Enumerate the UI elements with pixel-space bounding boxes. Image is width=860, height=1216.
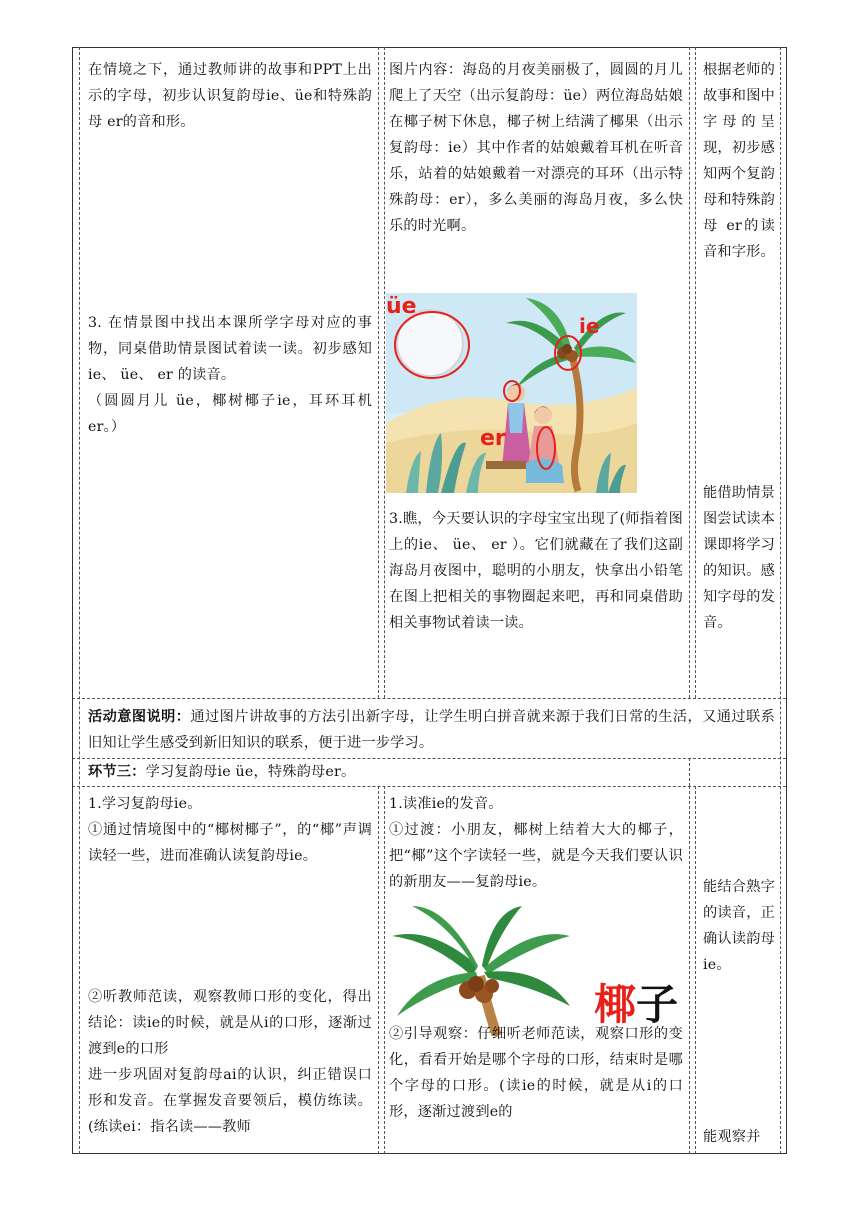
- lower-goal-text-2: 能观察并: [703, 1129, 761, 1145]
- table-bottom-border: [72, 1153, 786, 1154]
- row-divider-3: [72, 786, 786, 787]
- label-er: er: [480, 426, 506, 451]
- intent-text: 通过图片讲故事的方法引出新字母，让学生明白拼音就来源于我们日常的生活，又通过联系旧知让学生感受到新旧知识的联系，便于进一步学习。: [88, 709, 775, 751]
- lower-goal-cell: [703, 874, 775, 978]
- lower-col1-title: 1.学习复韵母ie。: [88, 796, 202, 812]
- lower-col2-item2: ②引导观察：仔细听老师范读，观察口形的变化，看看开始是哪个字母的口形，结束时是哪个字母的口形。(读ie的时候，就是从i的口形，逐渐过渡到e的: [389, 1026, 683, 1120]
- section-three-header: [88, 759, 684, 785]
- col-divider-lower-2a: [689, 786, 690, 1154]
- goal-text-1: 根据老师的故事和图中字母的呈现，初步感知两个复韵母和特殊韵母 er的读音和字形。: [703, 62, 775, 260]
- inner-right-line: [780, 47, 781, 1154]
- table-right-border: [786, 47, 787, 1154]
- coconut-word-black: 子: [636, 980, 679, 1029]
- teacher-step3-text: 3.瞧，今天要认识的字母宝宝出现了(师指着图上的ie、 üe、 er ）。它们就藏在了我们这副海岛月夜图中，聪明的小朋友，快拿出小铅笔在图上把相关的事物圈起来吧，再和同桌借助相关事物试着读一读。: [389, 511, 683, 631]
- lower-col1-item1: ①通过情境图中的“椰树椰子”，的“椰”声调读轻一些，进而准确认读复韵母ie。: [88, 822, 372, 864]
- table-left-border: [72, 47, 73, 1154]
- section-header-divider: [689, 758, 690, 786]
- lower-col2-item1: ①过渡：小朋友，椰树上结着大大的椰子，把“椰”这个字读轻一些，就是今天我们要认识的新朋友——复韵母ie。: [389, 822, 683, 890]
- col-divider-1a: [378, 47, 379, 698]
- section-three-text: 学习复韵母ie üe，特殊韵母er。: [145, 764, 356, 780]
- lower-student-cell: [88, 791, 372, 869]
- section-three-label: 环节三：: [88, 764, 146, 780]
- student-step3-cell: [88, 310, 372, 440]
- lower-teacher-cell-2: [389, 1021, 683, 1125]
- lower-col2-title: 1.读准ie的发音。: [389, 796, 503, 812]
- lower-col1-item3: 进一步巩固对复韵母ai的认识，纠正错误口形和发音。在掌握发音要领后，模仿练读。(练读ei：指名读——教师: [88, 1067, 372, 1135]
- col-divider-1b: [384, 47, 385, 698]
- teacher-step3-cell: [389, 506, 683, 636]
- inner-left-line: [79, 47, 80, 1154]
- island-night-illustration: [386, 293, 637, 493]
- lower-col1-item2: ②听教师范读，观察教师口形的变化，得出结论：读ie的时候，就是从i的口形，逐渐过渡到e的口形: [88, 989, 372, 1057]
- student-step3-note: （圆圆月儿 üe，椰树椰子ie，耳环耳机 er。）: [88, 393, 372, 435]
- intent-label: 活动意图说明：: [88, 709, 191, 725]
- col-divider-lower-1a: [378, 786, 379, 1154]
- activity-intent-cell: [88, 704, 775, 756]
- lower-goal-text: 能结合熟字的读音，正确认读韵母ie。: [703, 879, 775, 973]
- label-ie: ie: [579, 314, 600, 338]
- col-divider-lower-1b: [384, 786, 385, 1154]
- col-divider-2b: [695, 47, 696, 698]
- col-divider-lower-2b: [695, 786, 696, 1154]
- goal-text-2: 能借助情景图尝试读本课即将学习的知识。感知字母的发音。: [703, 485, 775, 631]
- teacher-story-cell: [389, 57, 683, 239]
- student-step3-text: 3. 在情景图中找出本课所学字母对应的事物，同桌借助情景图试着读一读。初步感知ie、 üe、 er 的读音。: [88, 315, 372, 383]
- teacher-story-text: 图片内容：海岛的月夜美丽极了，圆圆的月儿爬上了天空（出示复韵母：üe）两位海岛姑娘在椰子树下休息，椰子树上结满了椰果（出示复韵母：ie）其中作者的姑娘戴着耳机在听音乐，站着的姑娘戴着一对漂亮的耳环（出示特殊韵母：er），多么美丽的海岛月夜，多么快乐的时光啊。: [389, 62, 683, 234]
- coconut-palm-illustration: [392, 906, 570, 1036]
- goal-cell-2: [703, 480, 775, 636]
- lower-teacher-cell: [389, 791, 683, 895]
- student-activity-cell: [88, 57, 372, 135]
- goal-cell-1: [703, 57, 775, 265]
- coconut-word-red: 椰: [594, 980, 637, 1029]
- lower-student-cell-2: [88, 984, 372, 1140]
- row-divider-1: [72, 698, 786, 699]
- label-ue: üe: [386, 294, 417, 319]
- student-intro-text: 在情境之下，通过教师讲的故事和PPT上出示的字母，初步认识复韵母ie、üe和特殊韵母 er的音和形。: [88, 62, 372, 130]
- table-top-border: [72, 47, 786, 48]
- lower-goal-cell-2: [703, 1124, 783, 1150]
- col-divider-2a: [689, 47, 690, 698]
